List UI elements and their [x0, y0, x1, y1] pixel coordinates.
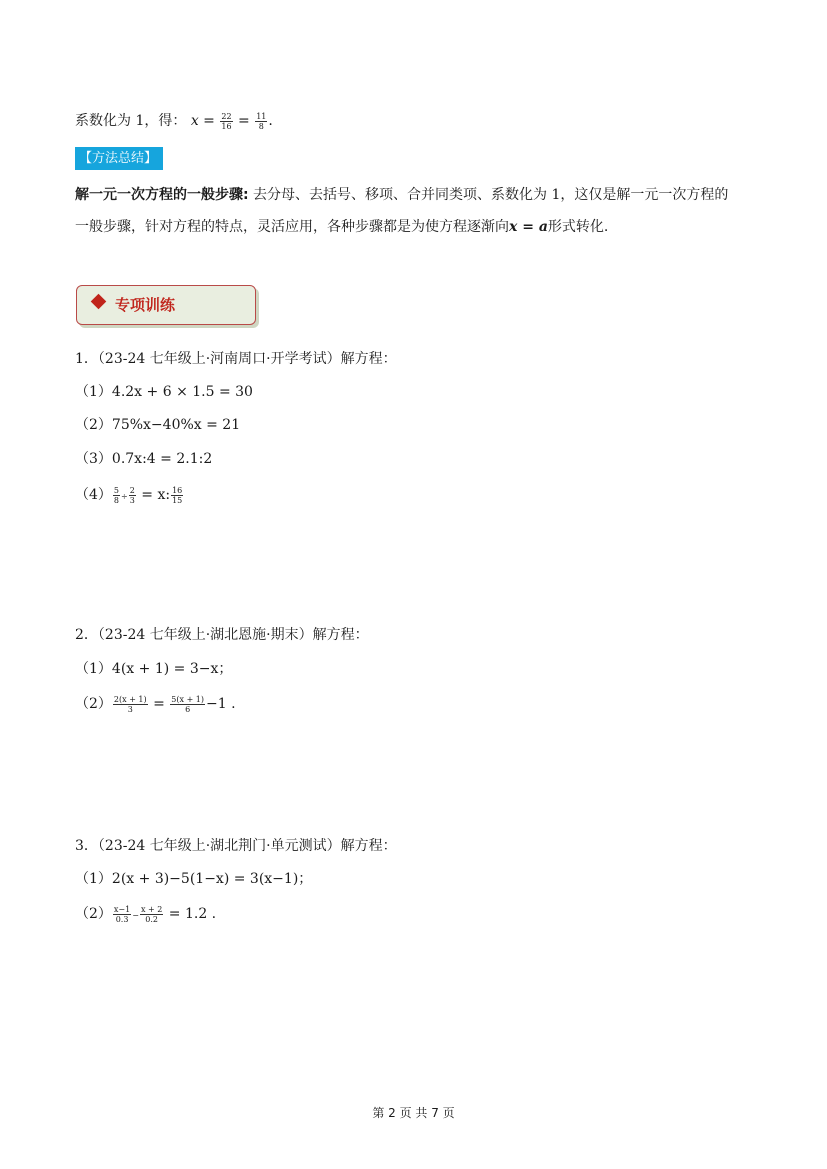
p3-2-frac-b: $\frac{x + 2}{0.2}$	[140, 904, 163, 924]
problem-1-header: 1．（23-24 七年级上·河南周口·开学考试）解方程：	[75, 351, 397, 367]
section-title: 专项训练	[115, 296, 176, 314]
problem-1-item-1: （1）4.2x + 6 × 1.5 = 30	[75, 384, 253, 400]
problem-2-item-2: （2） $\frac{2(x + 1)}{3}$ = $\frac{5(x + 1)}{6}$ −1 .	[75, 694, 236, 714]
problem-1-item-4: （4） $\frac{5}{8}$ ÷ $\frac{2}{3}$ = x: $\frac{16}{15}$	[75, 485, 183, 505]
intro-frac-2: $\frac{11}{8}$	[256, 111, 267, 131]
section-header-box	[76, 285, 256, 325]
page-footer: 第 2 页 共 7 页	[372, 1106, 455, 1120]
method-summary-line2	[75, 216, 608, 236]
method-summary-line1	[75, 184, 728, 204]
problem-3-header: 3．（23-24 七年级上·湖北荆门·单元测试）解方程：	[75, 838, 397, 854]
method-summary-math: x = a	[509, 219, 548, 235]
intro-var: x	[190, 113, 199, 129]
intro-prefix: 系数化为 1，得：	[75, 113, 187, 129]
method-summary-bold: 解一元一次方程的一般步骤:	[75, 187, 249, 203]
intro-frac-1: $\frac{22}{16}$	[221, 111, 232, 131]
method-summary-text2b: 形式转化.	[547, 219, 609, 235]
p1-4-frac-b: $\frac{2}{3}$	[129, 485, 135, 505]
problem-2-item-1: （1）4(x + 1) = 3−x；	[75, 661, 233, 677]
problem-1-item-3: （3）0.7x:4 = 2.1:2	[75, 451, 213, 467]
method-summary-text1: 去分母、去括号、移项、合并同类项、系数化为 1，这仅是解一元一次方程的	[248, 187, 729, 203]
problem-2-header: 2．（23-24 七年级上·湖北恩施·期末）解方程：	[75, 627, 369, 643]
p3-2-frac-a: $\frac{x-1}{0.3}$	[113, 904, 131, 924]
problem-1-item-2: （2）75%x−40%x = 21	[75, 417, 241, 433]
method-summary-text2a: 一般步骤，针对方程的特点，灵活应用，各种步骤都是为使方程逐渐向	[75, 219, 509, 235]
problem-3-item-1: （1）2(x + 3)−5(1−x) = 3(x−1)；	[75, 871, 313, 887]
problem-3-item-2: （2） $\frac{x-1}{0.3}$ − $\frac{x + 2}{0.2}$ = 1.2 .	[75, 904, 217, 924]
intro-line: 系数化为 1，得： x = $\frac{22}{16}$ = $\frac{11}{8}$ .	[75, 111, 273, 131]
method-summary-badge: 【方法总结】	[75, 147, 163, 170]
p1-4-frac-c: $\frac{16}{15}$	[172, 485, 183, 505]
p2-2-frac-b: $\frac{5(x + 1)}{6}$	[171, 694, 205, 714]
intro-eq: =	[203, 113, 215, 129]
p2-2-frac-a: $\frac{2(x + 1)}{3}$	[113, 694, 147, 714]
diamond-icon	[91, 294, 107, 310]
p1-4-frac-a: $\frac{5}{8}$	[113, 485, 120, 505]
